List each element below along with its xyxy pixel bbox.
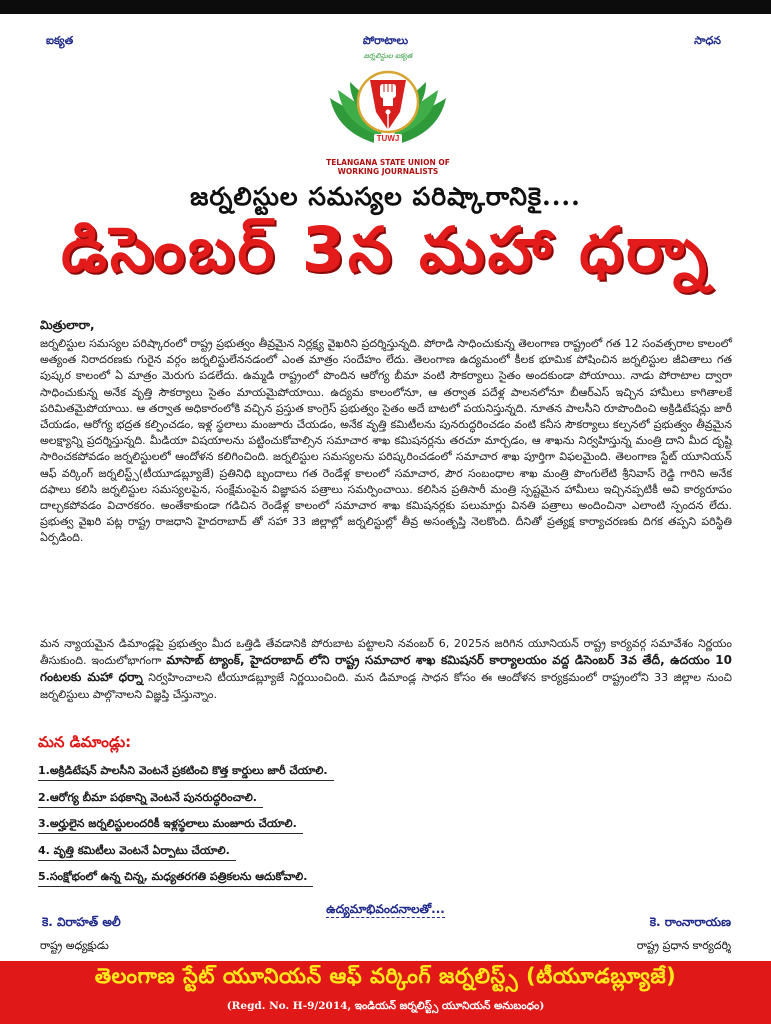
demand-item: 3.అర్హులైన జర్నలిస్టులందరికీ ఇళ్లస్థలాలు మంజూరు చేయాలి. bbox=[38, 815, 303, 834]
signature-general-secretary bbox=[637, 915, 731, 955]
footer-banner bbox=[0, 961, 771, 1024]
president-name: కె. విరాహత్ అలీ bbox=[42, 915, 121, 929]
paragraph-2-part1: మన న్యాయమైన డిమాండ్లపై ప్రభుత్వం మీద ఒత్తిడి తేవడానికి పోరుబాట పట్టాలని నవంబర్ 6, 2025న జరిగిన యూనియన్ రాష్ట్ర కార్యవర్గ సమావేశం నిర్ణయం తీసుకుంది. ఇందులోభాగంగా bbox=[40, 637, 732, 668]
tagline-achievement: సాధన bbox=[694, 34, 721, 47]
paragraph-2-highlight: మాసాబ్ ట్యాంక్, హైదరాబాద్ లోని రాష్ట్ర సమాచార శాఖ కమిషనర్ కార్యాలయం వద్ద డిసెంబర్ 3వ తేదీ, ఉదయం 10 గంటలకు మహా ధర్నా bbox=[40, 653, 732, 685]
demand-item: 2.ఆరోగ్య బీమా పథకాన్ని వెంటనే పునరుద్ధరించాలి. bbox=[38, 789, 263, 808]
president-role: రాష్ట్ర అధ్యక్షుడు bbox=[40, 939, 109, 952]
headline: డిసెంబర్ 3న మహా ధర్నా bbox=[61, 213, 710, 286]
general-secretary-role: రాష్ట్ర ప్రధాన కార్యదర్శి bbox=[636, 939, 731, 952]
footer-subtitle: (Regd. No. H-9/2014, ఇండియన్ జర్నలిస్ట్స్ యూనియన్ అనుబంధం) bbox=[226, 1000, 545, 1012]
demand-item: 5.సంక్షోభంలో ఉన్న చిన్న, మధ్యతరగతి పత్రికలను ఆదుకోవాలి. bbox=[38, 868, 313, 887]
demands-list bbox=[38, 762, 598, 895]
logo-top-text: జర్నలిస్టుల ఐక్యత bbox=[363, 52, 413, 60]
footer-title: తెలంగాణ స్టేట్ యూనియన్ ఆఫ్ వర్కింగ్ జర్నలిస్ట్స్ (టీయూడబ్ల్యూజే) bbox=[94, 964, 677, 988]
general-secretary-name: కె. రాంనారాయణ bbox=[649, 915, 731, 929]
tuwj-logo bbox=[322, 50, 454, 158]
salutation: మిత్రులారా, bbox=[40, 318, 95, 332]
logo-abbr: TUWJ bbox=[376, 134, 400, 143]
demand-item: 1.అక్రిడిటేషన్ పాలసీని వెంటనే ప్రకటించి కొత్త కార్డులు జారీ చేయాలి. bbox=[38, 762, 334, 781]
logo-caption bbox=[300, 158, 476, 176]
paragraph-2 bbox=[40, 636, 732, 703]
subheading: జర్నలిస్టుల సమస్యల పరిష్కారానికై.... bbox=[190, 182, 581, 211]
top-black-bar bbox=[0, 0, 771, 14]
paragraph-2-part2: నిర్వహించాలని టీయూడబ్ల్యూజే నిర్ణయించింది. మన డిమాండ్ల సాధన కోసం ఈ ఆందోళన కార్యక్రమంలో రాష్ట్రంలోని 33 జిల్లాల నుంచి జర్నలిస్టులు పాల్గొనాలని విజ్ఞప్తి చేస్తున్నాం. bbox=[40, 671, 732, 701]
tagline-struggles: పోరాటాలు bbox=[362, 34, 409, 47]
logo-caption-line2: WORKING JOURNALISTS bbox=[337, 167, 439, 176]
tagline-unity: ఐక్యత bbox=[46, 34, 74, 47]
paragraph-1: జర్నలిస్టుల సమస్యల పరిష్కారంలో రాష్ట్ర ప్రభుత్వం తీవ్రమైన నిర్లక్ష్య వైఖరిని ప్రదర్శిస్తున్నది. పోరాడి సాధించుకున్న తెలంగాణ రాష్ట్రంలో గత 12 సంవత్సరాల కాలంలో అత్యంత నిరాదరణకు గురైన వర్గం జర్నలిస్టులేననడంలో ఎంత మాత్రం సందేహం లేదు. తెలంగాణ ఉద్యమంలో కీలక భూమిక పోషించిన జర్నలిస్టుల జీవితాలు గత పుష్కర కాలంలో ఏ మాత్రం మెరుగు పడలేదు. ఉమ్మడి రాష్ట్రంలో పొందిన ఆరోగ్య బీమా వంటి సౌకర్యాలు సైతం అందకుండా పోయాయి. నాడు పోరాటాల ద్వారా సాధించుకున్న అనేక వృత్తి సౌకర్యాలు సైతం మాయమైపోయాయి. ఉద్యమ కాలంలోనూ, ఆ తర్వాత పదేళ్ల పాలనలోనూ బీఆర్ఎస్ ఇచ్చిన హామీలు కాగితాలకే పరిమితమైపోయాయి. ఆ తర్వాత అధికారంలోకి వచ్చిన ప్రస్తుత కాంగ్రెస్ ప్రభుత్వం సైతం అదే బాటలో పయనిస్తున్నది. నూతన పాలసీని రూపొందించి అక్రిడిటేషన్లు జారీ చేయడం, ఆరోగ్య భద్రత కల్పించడం, ఇళ్ల స్థలాలు మంజూరు చేయడం, అనేక వృత్తి కమిటీలను పునరుద్ధరించడం వంటి కనీస సౌకర్యాలు కల్పనలో ప్రభుత్వం తీవ్రమైన అలక్ష్యాన్ని ప్రదర్శిస్తున్నది. మీడియా విషయాలను పట్టించుకోవాల్సిన సమాచార శాఖ కమిషనర్లను తరచూ మార్చడం, ఆ శాఖను నిర్వహిస్తున్న మంత్రి దాని మీద దృష్టి సారించకపోవడం జర్నలిస్టులలో ఆందోళన కలిగించింది. జర్నలిస్టుల సమస్యలను పరిష్కరించడంలో సమాచార శాఖ పూర్తిగా విఫలమైంది. తెలంగాణ స్టేట్ యూనియన్ ఆఫ్ వర్కింగ్ జర్నలిస్ట్స్(టీయూడబ్ల్యూజే) ప్రతినిధి బృందాలు గత రెండేళ్ల కాలంలో సమాచార, పౌర సంబంధాల శాఖ మంత్రి పొంగులేటి శ్రీనివాస్ రెడ్డి గారిని అనేక దఫాలు కలిసి జర్నలిస్టుల సమస్యలపైన, సంక్షేమంపైన విజ్ఞాపన పత్రాలు సమర్పించాయి. కలిసిన ప్రతిసారీ మంత్రి స్పష్టమైన హామీలు ఇచ్చినప్పటికీ అవి కార్యరూపం దాల్చకపోవడం విచారకరం. అంతేకాకుండా గడిచిన రెండేళ్ల కాలంలో సమాచార శాఖ కమిషనర్లకు పలుమార్లు వినతి పత్రాలు అందించినా ఎలాంటి స్పందన లేదు. ప్రభుత్వ వైఖరి పట్ల రాష్ట్ర రాజధాని హైదరాబాద్ తో సహా 33 జిల్లాల్లో జర్నలిస్టుల్లో తీవ్ర అసంతృప్తి నెలకొంది. దీనితో ప్రత్యక్ష కార్యాచరణకు దిగక తప్పని పరిస్థితి ఏర్పడింది. bbox=[40, 337, 732, 545]
demand-item: 4. వృత్తి కమిటీలు వెంటనే ఏర్పాటు చేయాలి. bbox=[38, 842, 236, 861]
logo-caption-line1: TELANGANA STATE UNION OF bbox=[326, 158, 450, 167]
demands-title: మన డిమాండ్లు: bbox=[38, 733, 132, 751]
signature-president bbox=[42, 915, 121, 955]
greeting-text: ఉద్యమాభివందనాలతో... bbox=[326, 902, 445, 916]
